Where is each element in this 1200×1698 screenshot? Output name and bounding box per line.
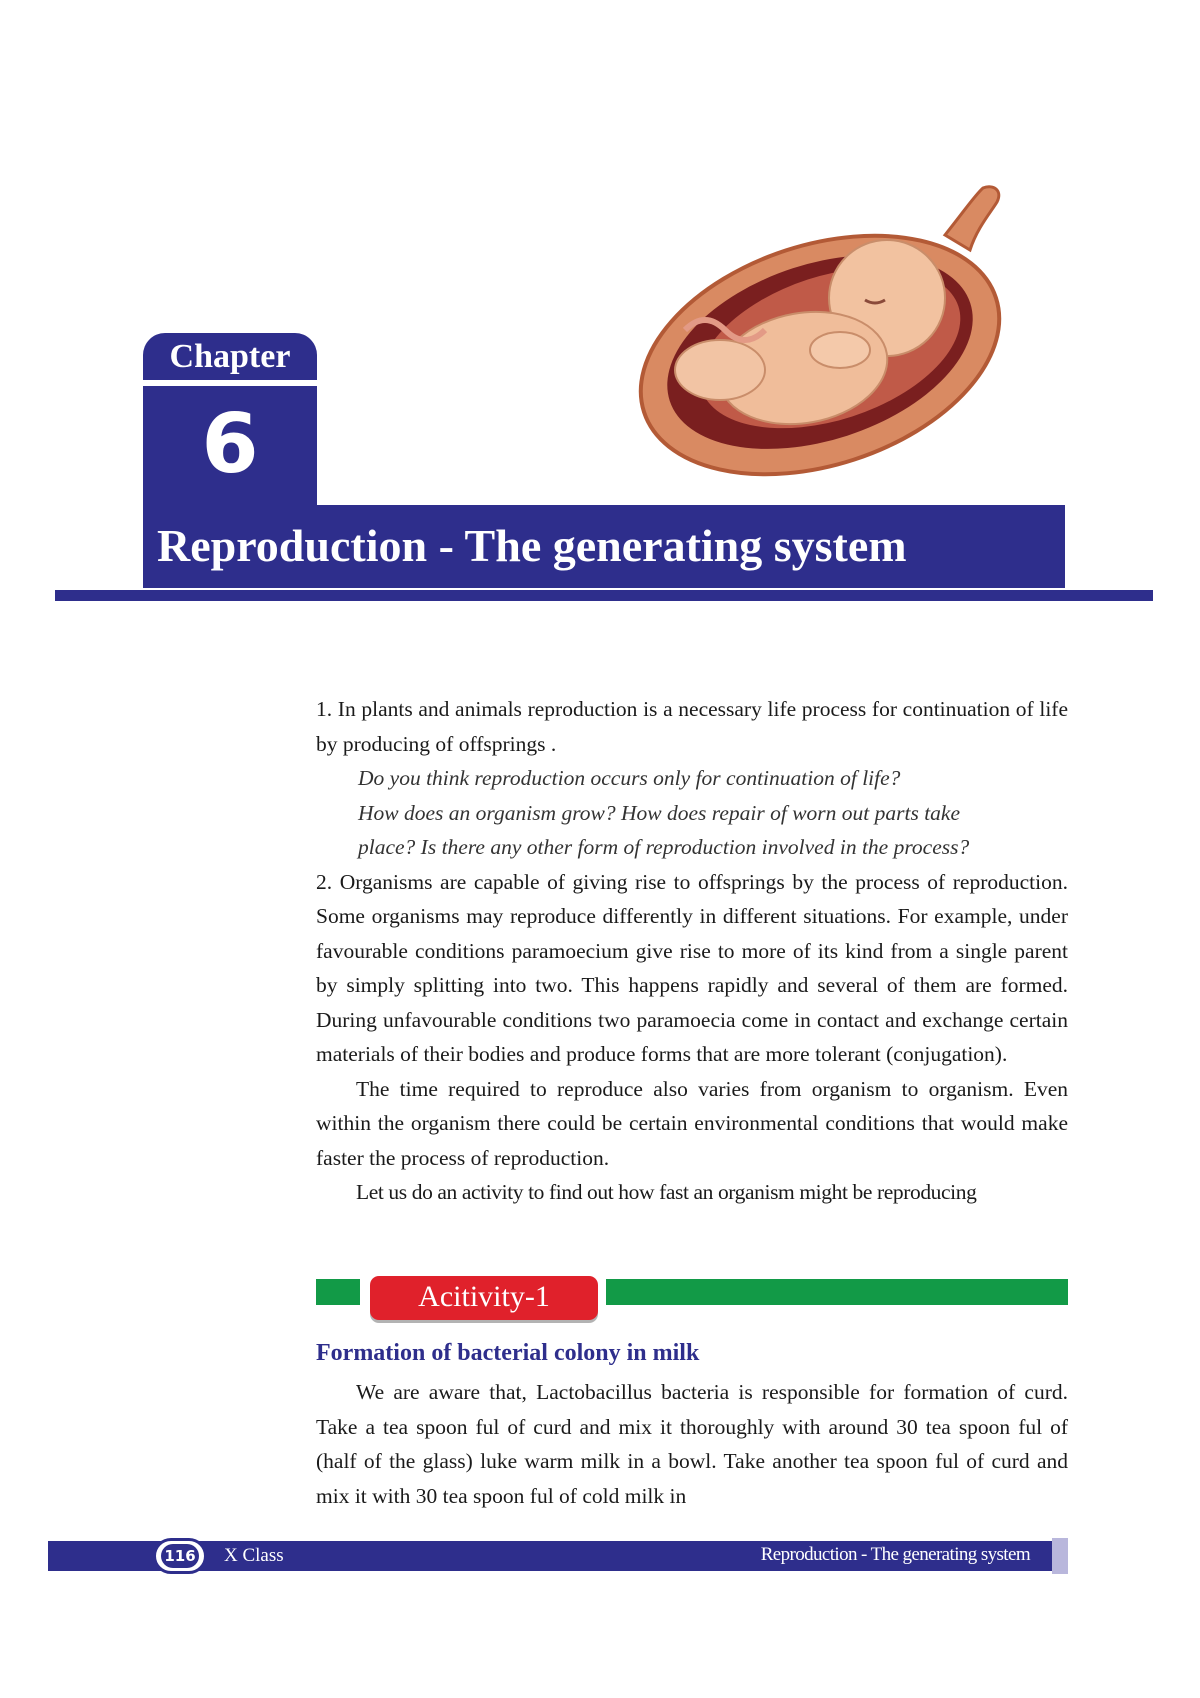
paragraph-1: 1. In plants and animals reproduction is a necessary life process for continuation of life by producing of offsprings .	[316, 697, 1068, 756]
paragraph-2: 2. Organisms are capable of giving rise to offsprings by the process of reproduction. Some organisms may reproduce differently in different situations. For example, under favourable conditions paramoecium give rise to more of its kind from a single parent by simply splitting into two. This happens rapidly and several of them are formed. During unfavourable conditions two paramoecia come in contact and exchange certain materials of their bodies and produce forms that are more tolerant (conjugation).	[316, 869, 1068, 1066]
chapter-label: Chapter	[143, 333, 317, 380]
question-line-1: Do you think reproduction occurs only for continuation of life?	[358, 766, 901, 790]
activity-bar	[316, 1276, 1068, 1324]
title-divider	[55, 590, 1153, 601]
chapter-title: Reproduction - The generating system	[157, 520, 907, 571]
activity-bar-left	[316, 1279, 360, 1305]
page-number: 116	[161, 1544, 199, 1568]
paragraph-4: Let us do an activity to find out how fast an organism might be reproducing	[356, 1180, 977, 1204]
question-line-2: How does an organism grow? How does repair of worn out parts take	[358, 800, 961, 825]
activity-paragraph: We are aware that, Lactobacillus bacteria is responsible for formation of curd. Take a tea spoon ful of curd and mix it thoroughly with around 30 tea spoon ful of (half of the glass) luke warm milk in a bowl. Take another tea spoon ful of curd and mix it with 30 tea spoon ful of cold milk in	[316, 1380, 1068, 1508]
fetus-in-womb-illustration	[615, 180, 1035, 480]
question-line-3: place? Is there any other form of reproduction involved in the process?	[358, 835, 970, 859]
activity-heading: Formation of bacterial colony in milk	[316, 1340, 700, 1366]
activity-content	[316, 1375, 1068, 1513]
page-number-badge	[153, 1538, 207, 1574]
activity-bar-right	[606, 1279, 1068, 1305]
paragraph-3: The time required to reproduce also varies from organism to organism. Even within the organism there could be certain environmental conditions that would make faster the process of reproduction.	[316, 1076, 1068, 1170]
footer-class-label: X Class	[224, 1545, 284, 1566]
intro-content	[316, 692, 1068, 1210]
activity-label: Acitivity-1	[370, 1276, 598, 1320]
chapter-number: 6	[143, 386, 317, 506]
footer-chapter-title: Reproduction - The generating system	[760, 1544, 1030, 1565]
footer-accent	[1052, 1538, 1068, 1574]
